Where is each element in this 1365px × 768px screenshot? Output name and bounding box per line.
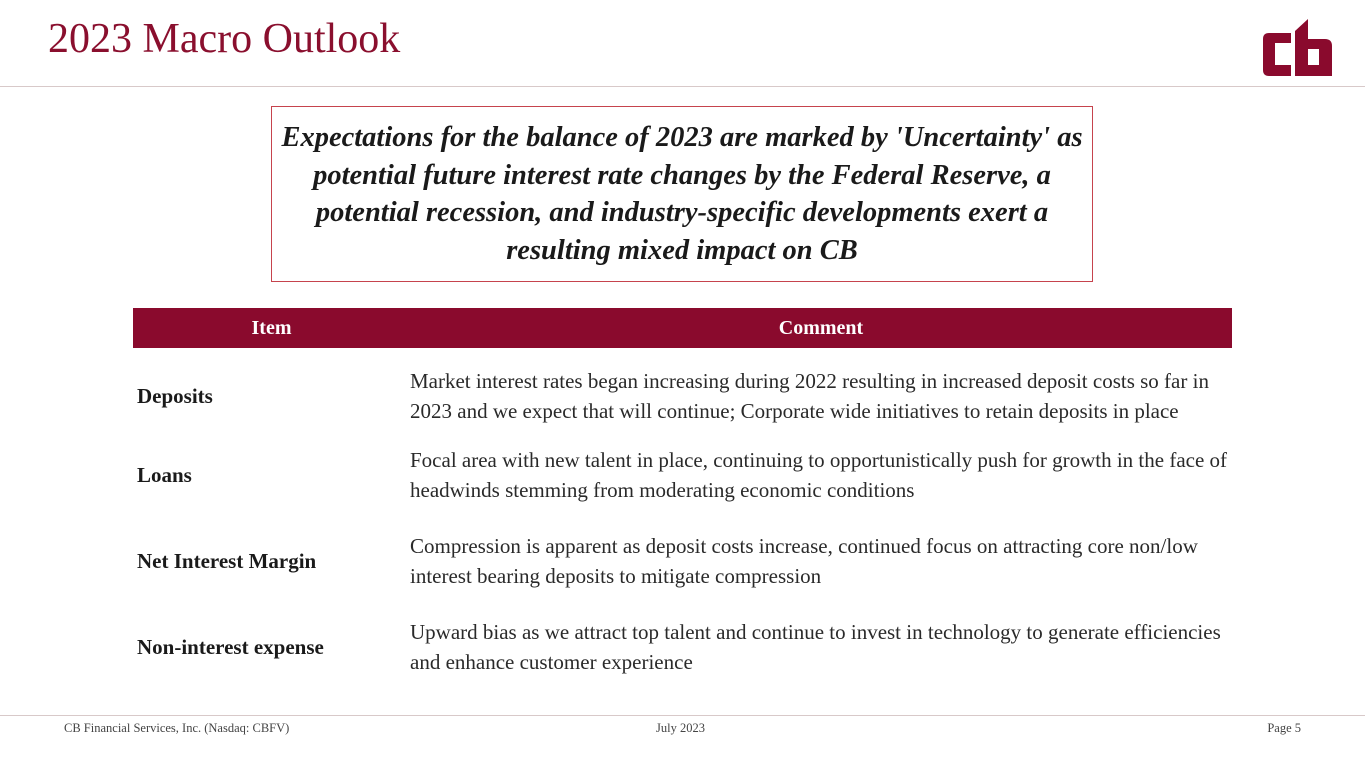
footer-page-number: Page 5: [1267, 721, 1301, 735]
row-item: Deposits: [137, 383, 213, 408]
cb-logo-icon: [1261, 19, 1333, 77]
row-comment: Focal area with new talent in place, continuing to opportunistically push for growth in the face of headwinds stemming from moderating economic conditions: [410, 447, 1228, 502]
footer-date: July 2023: [656, 721, 705, 735]
row-comment: Market interest rates began increasing during 2022 resulting in increased deposit costs so far in 2023 and we expect that will continue; Corporate wide initiatives to retain deposits in place: [410, 368, 1209, 423]
outlook-callout-box: [271, 106, 1093, 282]
footer-company: CB Financial Services, Inc. (Nasdaq: CBFV): [64, 721, 290, 735]
table-row-non-interest-expense: [133, 616, 1232, 678]
table-header: [133, 308, 1232, 348]
row-item: Loans: [137, 462, 192, 487]
footer-divider: [0, 715, 1365, 716]
column-header-comment: Comment: [778, 316, 864, 339]
column-header-item: Item: [251, 316, 292, 339]
table-row-loans: [133, 444, 1232, 506]
table-row-deposits: [133, 346, 1232, 446]
row-item: Net Interest Margin: [137, 548, 317, 573]
outlook-table: [133, 308, 1232, 674]
row-item: Non-interest expense: [137, 634, 324, 659]
header-divider: [0, 86, 1365, 87]
row-comment: Upward bias as we attract top talent and continue to invest in technology to generate efficiencies and enhance customer experience: [410, 619, 1221, 674]
table-row-net-interest-margin: [133, 530, 1232, 592]
row-comment: Compression is apparent as deposit costs increase, continued focus on attracting core non/low interest bearing deposits to mitigate compression: [410, 533, 1198, 588]
page-title: 2023 Macro Outlook: [48, 16, 401, 62]
callout-text: Expectations for the balance of 2023 are marked by 'Uncertainty' as potential future interest rate changes by the Federal Reserve, a potential recession, and industry-specific developments exert a resulting mixed impact on CB: [281, 122, 1083, 266]
